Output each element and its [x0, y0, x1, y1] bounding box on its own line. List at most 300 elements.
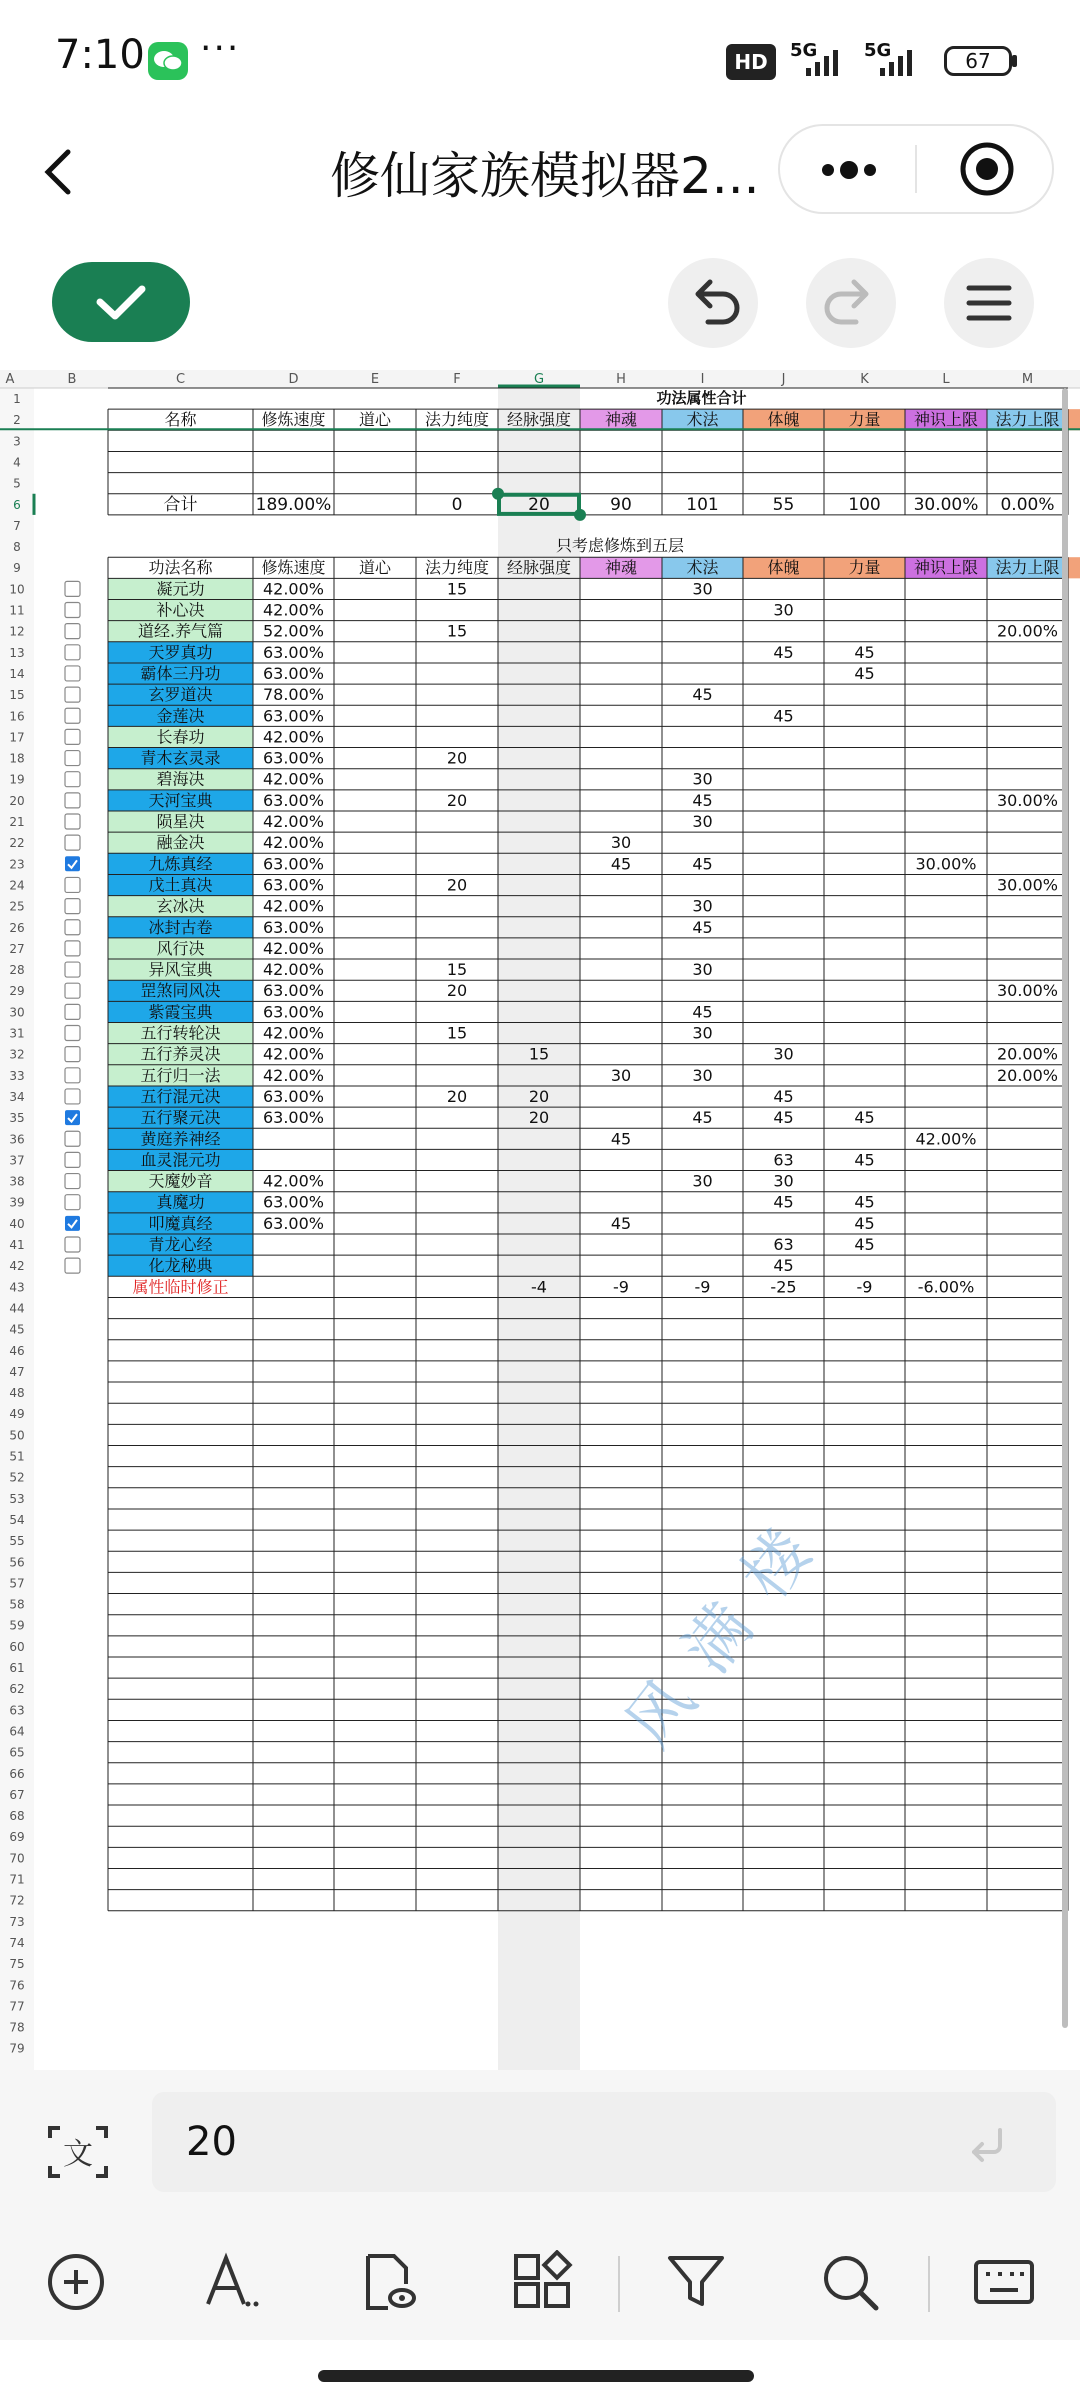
cell-F: 20 — [446, 748, 468, 768]
text-format-icon[interactable] — [200, 2250, 264, 2314]
checkbox[interactable] — [65, 1258, 80, 1273]
table-header-I: 术法 — [686, 558, 719, 578]
checkbox[interactable] — [65, 1089, 80, 1104]
row-number: 38 — [9, 1174, 25, 1189]
spreadsheet-grid[interactable] — [0, 370, 1080, 2072]
signal-5g-label-1: 5G — [790, 40, 818, 61]
checkbox[interactable] — [65, 645, 80, 660]
row-number: 30 — [9, 1005, 25, 1020]
technique-name: 风行决 — [156, 938, 205, 958]
menu-button[interactable] — [944, 258, 1034, 348]
row-number: 42 — [9, 1259, 25, 1274]
checkbox[interactable] — [65, 877, 80, 892]
cell-D: 63.00% — [262, 663, 325, 683]
cell-D: 42.00% — [262, 769, 325, 789]
cell-J: 45 — [773, 1086, 794, 1106]
capsule-divider — [915, 145, 917, 193]
cell-K: 45 — [854, 663, 875, 683]
technique-name: 陨星决 — [156, 812, 205, 831]
cell-F: 20 — [446, 1086, 468, 1106]
checkbox[interactable] — [65, 603, 80, 618]
battery-icon: 67 — [944, 46, 1012, 76]
row-number: 32 — [9, 1047, 25, 1062]
row-number: 28 — [9, 963, 25, 978]
technique-name: 属性临时修正 — [132, 1277, 229, 1297]
cell-I: 30 — [692, 769, 713, 789]
technique-name: 碧海决 — [156, 769, 205, 789]
row-number: 67 — [9, 1787, 25, 1802]
cell-D: 63.00% — [262, 642, 325, 662]
table-header-E: 道心 — [358, 558, 392, 578]
row-number: 59 — [9, 1618, 25, 1633]
column-label-C: 名称 — [164, 410, 197, 430]
column-label-F: 法力纯度 — [424, 410, 490, 430]
cell-H: 45 — [610, 1213, 632, 1233]
row-number: 34 — [9, 1089, 25, 1104]
cell-I: 45 — [692, 1002, 713, 1022]
technique-name: 戊土真决 — [148, 875, 213, 895]
technique-name: 九炼真经 — [148, 854, 213, 874]
total-cell-C: 合计 — [163, 494, 198, 515]
file-preview-icon[interactable] — [356, 2250, 420, 2314]
row-number: 43 — [9, 1280, 25, 1295]
cell-D: 42.00% — [262, 896, 325, 916]
cell-K: 45 — [854, 1213, 875, 1233]
row-number: 56 — [9, 1555, 25, 1570]
text-recognition-icon[interactable] — [46, 2122, 110, 2182]
cell-K: 45 — [854, 1235, 875, 1254]
total-cell-I: 101 — [686, 494, 719, 515]
column-header-K: K — [860, 372, 869, 387]
row-number: 39 — [9, 1195, 25, 1210]
checkbox[interactable] — [65, 1026, 80, 1041]
cell-K: 45 — [854, 642, 875, 662]
row-number: 5 — [13, 476, 21, 491]
row-number: 69 — [9, 1830, 25, 1845]
checkbox[interactable] — [65, 581, 80, 596]
battery-nub — [1012, 55, 1017, 67]
row-number: 70 — [9, 1851, 25, 1866]
vertical-scrollbar[interactable] — [1062, 388, 1068, 2028]
cell-I: 30 — [692, 1023, 713, 1043]
apps-icon[interactable] — [510, 2250, 574, 2314]
row-number: 55 — [9, 1534, 25, 1549]
cell-F: 20 — [446, 981, 468, 1001]
row-number: 19 — [9, 772, 25, 787]
cell-L: 42.00% — [915, 1129, 977, 1149]
cell-M: 30.00% — [996, 981, 1059, 1001]
column-header-G: G — [533, 372, 545, 387]
cell-M: 30.00% — [996, 875, 1059, 895]
signal-5g-label-2: 5G — [864, 40, 892, 61]
row-number: 66 — [9, 1766, 25, 1781]
insert-icon[interactable] — [44, 2250, 108, 2314]
cell-I: 30 — [692, 1171, 713, 1191]
cell-J: 45 — [773, 642, 794, 662]
row-number: 79 — [9, 2041, 25, 2056]
cell-I: 45 — [692, 790, 713, 810]
column-header-M: M — [1021, 372, 1034, 387]
cell-J: 45 — [773, 706, 794, 726]
cell-J: 45 — [773, 1108, 794, 1128]
technique-name: 紫霞宝典 — [148, 1002, 213, 1022]
row-number: 44 — [9, 1301, 25, 1316]
header-cell-fill — [1068, 409, 1080, 430]
column-label-J: 体魄 — [767, 410, 800, 430]
cell-I: 30 — [692, 896, 713, 916]
cell-D: 63.00% — [262, 1108, 325, 1128]
technique-name: 长春功 — [156, 727, 205, 747]
checkbox[interactable] — [65, 793, 80, 808]
cell-H: 30 — [610, 833, 632, 853]
total-cell-K: 100 — [848, 494, 881, 515]
row-number: 20 — [9, 793, 25, 808]
total-cell-H: 90 — [610, 494, 632, 515]
row-number: 1 — [13, 392, 21, 406]
cell-D: 63.00% — [262, 1213, 325, 1233]
technique-name: 青木玄灵录 — [140, 748, 221, 768]
close-mini-program-button[interactable] — [958, 140, 1016, 198]
cell-D: 42.00% — [262, 833, 325, 853]
row-number: 60 — [9, 1639, 25, 1654]
cell-M: 20.00% — [996, 1044, 1059, 1064]
status-more-icon: ··· — [200, 28, 241, 69]
technique-name: 青龙心经 — [148, 1235, 213, 1254]
enter-icon[interactable] — [962, 2120, 1012, 2170]
technique-name: 五行养灵决 — [140, 1044, 221, 1064]
cell-D: 42.00% — [262, 1023, 325, 1043]
cell-D: 42.00% — [262, 1044, 325, 1064]
cell-J: 45 — [773, 1192, 794, 1212]
checkbox[interactable] — [65, 687, 80, 702]
cell-D: 63.00% — [262, 1192, 325, 1212]
technique-name: 五行归一法 — [140, 1065, 221, 1085]
cell-I: 45 — [692, 1108, 713, 1128]
cell-K: 45 — [854, 1150, 875, 1170]
cell-I: 30 — [692, 579, 713, 599]
row-number: 37 — [9, 1153, 25, 1168]
checkbox[interactable] — [65, 835, 80, 850]
technique-name: 罡煞同风决 — [140, 981, 221, 1001]
column-header-L: L — [942, 372, 950, 387]
technique-name: 金莲决 — [156, 706, 205, 726]
row-number: 6 — [13, 497, 21, 512]
cell-H: 45 — [610, 854, 632, 874]
total-cell-D: 189.00% — [255, 494, 332, 515]
column-label-D: 修炼速度 — [261, 410, 326, 430]
row-number: 22 — [9, 836, 25, 851]
total-cell-M: 0.00% — [1000, 494, 1055, 515]
table-header-H: 神魂 — [604, 558, 638, 578]
column-header-B: B — [67, 372, 77, 387]
row-number: 11 — [9, 603, 25, 618]
cell-G: -4 — [531, 1277, 547, 1297]
total-cell-G: 20 — [528, 494, 550, 515]
technique-name: 融金决 — [156, 833, 205, 853]
cell-D: 42.00% — [262, 812, 325, 831]
confirm-button[interactable] — [52, 262, 190, 342]
summary-title: 功法属性合计 — [656, 389, 747, 407]
row-number: 15 — [9, 688, 25, 703]
svg-text:文: 文 — [63, 2137, 93, 2172]
cell-G: 20 — [528, 1108, 550, 1128]
cell-J: -25 — [770, 1277, 797, 1297]
checkbox-checked[interactable] — [65, 1110, 80, 1125]
row-number: 53 — [9, 1491, 25, 1506]
checkbox[interactable] — [65, 941, 80, 956]
row-number: 75 — [9, 1957, 25, 1972]
cell-G: 15 — [528, 1044, 550, 1064]
total-cell-J: 55 — [772, 494, 795, 515]
cell-I: 30 — [692, 1065, 713, 1085]
checkbox[interactable] — [65, 751, 80, 766]
technique-name: 玄冰决 — [156, 896, 205, 916]
row-number: 2 — [13, 413, 21, 428]
cell-F: 20 — [446, 875, 468, 895]
cell-F: 15 — [446, 1023, 468, 1043]
cell-D: 63.00% — [262, 790, 325, 810]
cell-D: 78.00% — [262, 685, 325, 705]
home-indicator — [318, 2370, 754, 2382]
total-cell-F: 0 — [451, 494, 463, 515]
toolbar-separator — [618, 2256, 620, 2312]
checkbox-checked[interactable] — [65, 1216, 80, 1231]
cell-L: -6.00% — [917, 1277, 975, 1297]
row-number: 77 — [9, 1999, 25, 2014]
checkbox[interactable] — [65, 666, 80, 681]
cell-D: 42.00% — [262, 1171, 325, 1191]
selection-handle[interactable] — [574, 509, 586, 521]
cell-I: 30 — [692, 812, 713, 831]
header-cell-fill — [1068, 557, 1080, 578]
row-number: 64 — [9, 1724, 25, 1739]
cell-D: 42.00% — [262, 579, 325, 599]
cell-H: 30 — [610, 1065, 632, 1085]
back-button[interactable] — [36, 130, 96, 210]
column-header-D: D — [288, 372, 299, 387]
checkbox[interactable] — [65, 729, 80, 744]
row-number: 71 — [9, 1872, 25, 1887]
column-header-C: C — [175, 372, 186, 387]
row-number: 23 — [9, 857, 25, 872]
column-header-F: F — [453, 372, 461, 387]
row-number: 16 — [9, 709, 25, 724]
table-header-C: 功法名称 — [148, 558, 213, 578]
row-number: 24 — [9, 878, 25, 893]
column-label-L: 神识上限 — [913, 410, 979, 430]
keyboard-icon[interactable] — [972, 2250, 1036, 2314]
technique-name: 真魔功 — [156, 1192, 205, 1212]
checkbox[interactable] — [65, 772, 80, 787]
selected-column-shade — [498, 388, 580, 2072]
checkbox[interactable] — [65, 1237, 80, 1252]
row-number: 46 — [9, 1343, 25, 1358]
technique-name: 五行聚元决 — [140, 1108, 221, 1128]
checkbox[interactable] — [65, 814, 80, 829]
cell-D: 63.00% — [262, 706, 325, 726]
table-header-M: 法力上限 — [995, 558, 1060, 578]
column-header-E: E — [370, 372, 380, 387]
search-icon[interactable] — [818, 2250, 882, 2314]
column-label-H: 神魂 — [604, 410, 638, 430]
cell-F: 15 — [446, 579, 468, 599]
row-number: 58 — [9, 1597, 25, 1612]
row-number: 61 — [9, 1661, 25, 1675]
cell-M: 20.00% — [996, 1065, 1059, 1085]
hd-badge: HD — [726, 44, 776, 80]
signal-icon-1 — [792, 48, 856, 82]
cell-H: -9 — [613, 1277, 629, 1297]
row-number: 63 — [9, 1703, 25, 1718]
cell-D: 63.00% — [262, 981, 325, 1001]
technique-name: 天魔妙音 — [148, 1171, 213, 1191]
redo-button[interactable] — [806, 258, 896, 348]
checkbox[interactable] — [65, 899, 80, 914]
row-number: 27 — [9, 941, 25, 956]
checkbox[interactable] — [65, 1131, 80, 1146]
row-number: 50 — [9, 1428, 25, 1443]
row-number: 54 — [9, 1512, 25, 1527]
cell-I: 45 — [692, 917, 713, 937]
row-number: 45 — [9, 1322, 25, 1337]
row-number: 35 — [9, 1111, 25, 1126]
technique-name: 血灵混元功 — [140, 1150, 221, 1170]
technique-name: 补心决 — [156, 600, 205, 620]
technique-name: 天罗真功 — [148, 642, 213, 662]
table-header-L: 神识上限 — [913, 558, 979, 578]
cell-K: 45 — [854, 1192, 875, 1212]
cell-F: 20 — [446, 790, 468, 810]
watermark-text: 风满楼 — [612, 1493, 845, 1761]
checkbox-checked[interactable] — [65, 856, 80, 871]
column-header-J: J — [781, 372, 786, 387]
cell-M: 30.00% — [996, 790, 1059, 810]
row-number: 21 — [9, 815, 25, 829]
technique-name: 异风宝典 — [148, 960, 213, 980]
cell-D: 42.00% — [262, 960, 325, 980]
table-header-G: 经脉强度 — [506, 558, 572, 578]
cell-D: 42.00% — [262, 727, 325, 747]
row-number: 68 — [9, 1809, 25, 1824]
checkbox[interactable] — [65, 1195, 80, 1210]
status-time: 7:10 — [55, 32, 145, 78]
row-number: 12 — [9, 624, 25, 639]
row-number: 51 — [9, 1449, 25, 1464]
column-label-E: 道心 — [358, 410, 392, 430]
cell-G: 20 — [528, 1086, 550, 1106]
checkbox[interactable] — [65, 624, 80, 639]
cell-D: 52.00% — [262, 621, 325, 641]
cell-J: 45 — [773, 1256, 794, 1276]
column-header-I: I — [700, 372, 705, 387]
technique-name: 五行混元决 — [140, 1086, 221, 1106]
row-number: 74 — [9, 1935, 25, 1950]
row-number: 65 — [9, 1745, 25, 1760]
checkbox[interactable] — [65, 708, 80, 723]
row-number: 76 — [9, 1978, 25, 1993]
checkbox[interactable] — [65, 1174, 80, 1189]
cell-I: -9 — [694, 1277, 711, 1297]
technique-name: 冰封古卷 — [148, 917, 213, 937]
wechat-icon — [148, 42, 188, 80]
technique-name: 玄罗道决 — [148, 685, 213, 705]
undo-button[interactable] — [668, 258, 758, 348]
more-options-button[interactable] — [814, 150, 884, 190]
cell-D: 63.00% — [262, 875, 325, 895]
cell-M: 20.00% — [996, 621, 1059, 641]
cell-J: 30 — [773, 1044, 794, 1064]
cell-I: 45 — [692, 685, 713, 705]
table-header-D: 修炼速度 — [261, 558, 326, 578]
row-number: 62 — [9, 1682, 25, 1697]
column-label-M: 法力上限 — [995, 410, 1060, 430]
column-label-K: 力量 — [848, 410, 881, 430]
checkbox[interactable] — [65, 920, 80, 935]
row-number: 57 — [9, 1576, 25, 1591]
row-number: 41 — [9, 1238, 25, 1252]
column-label-I: 术法 — [686, 410, 719, 430]
row-number: 78 — [9, 2020, 25, 2035]
row-number: 33 — [9, 1068, 25, 1083]
formula-input[interactable]: 20 — [152, 2092, 1056, 2192]
table-header-J: 体魄 — [767, 558, 800, 578]
technique-name: 天河宝典 — [148, 790, 213, 810]
cell-I: 30 — [692, 960, 713, 980]
checkbox[interactable] — [65, 1152, 80, 1167]
cell-D: 63.00% — [262, 917, 325, 937]
technique-name: 黄庭养神经 — [140, 1129, 221, 1149]
table-header-F: 法力纯度 — [424, 558, 490, 578]
checkbox[interactable] — [65, 962, 80, 977]
row-number: 10 — [9, 582, 25, 597]
cell-F: 15 — [446, 960, 468, 980]
row-number: 9 — [13, 561, 21, 576]
cell-D: 42.00% — [262, 938, 325, 958]
row-number: 14 — [9, 666, 25, 681]
cell-K: -9 — [856, 1277, 873, 1297]
row-number: 17 — [9, 730, 25, 745]
checkbox[interactable] — [65, 1004, 80, 1019]
technique-name: 道经.养气篇 — [137, 621, 224, 641]
technique-name: 叩魔真经 — [148, 1213, 213, 1233]
cell-K: 45 — [854, 1108, 875, 1128]
cell-D: 63.00% — [262, 1086, 325, 1106]
checkbox[interactable] — [65, 1068, 80, 1083]
cell-H: 45 — [610, 1129, 632, 1149]
row-number: 26 — [9, 920, 25, 935]
row-number: 4 — [13, 455, 21, 470]
table-header-K: 力量 — [848, 558, 881, 578]
checkbox[interactable] — [65, 1047, 80, 1062]
toolbar-separator — [928, 2256, 930, 2312]
row-number: 40 — [9, 1216, 25, 1231]
row-number: 48 — [9, 1386, 25, 1401]
cell-J: 63 — [773, 1150, 794, 1170]
cell-F: 15 — [446, 621, 468, 641]
row-number: 31 — [9, 1026, 25, 1041]
column-header-H: H — [616, 372, 626, 387]
technique-name: 化龙秘典 — [148, 1256, 213, 1276]
filter-icon[interactable] — [664, 2250, 728, 2314]
row-number: 52 — [9, 1470, 25, 1485]
row-number: 72 — [9, 1893, 25, 1908]
selection-handle[interactable] — [492, 488, 504, 500]
column-header-A: A — [5, 372, 15, 387]
row-number: 49 — [9, 1407, 25, 1422]
cell-D: 42.00% — [262, 600, 325, 620]
row-number: 8 — [13, 540, 21, 555]
checkbox[interactable] — [65, 983, 80, 998]
